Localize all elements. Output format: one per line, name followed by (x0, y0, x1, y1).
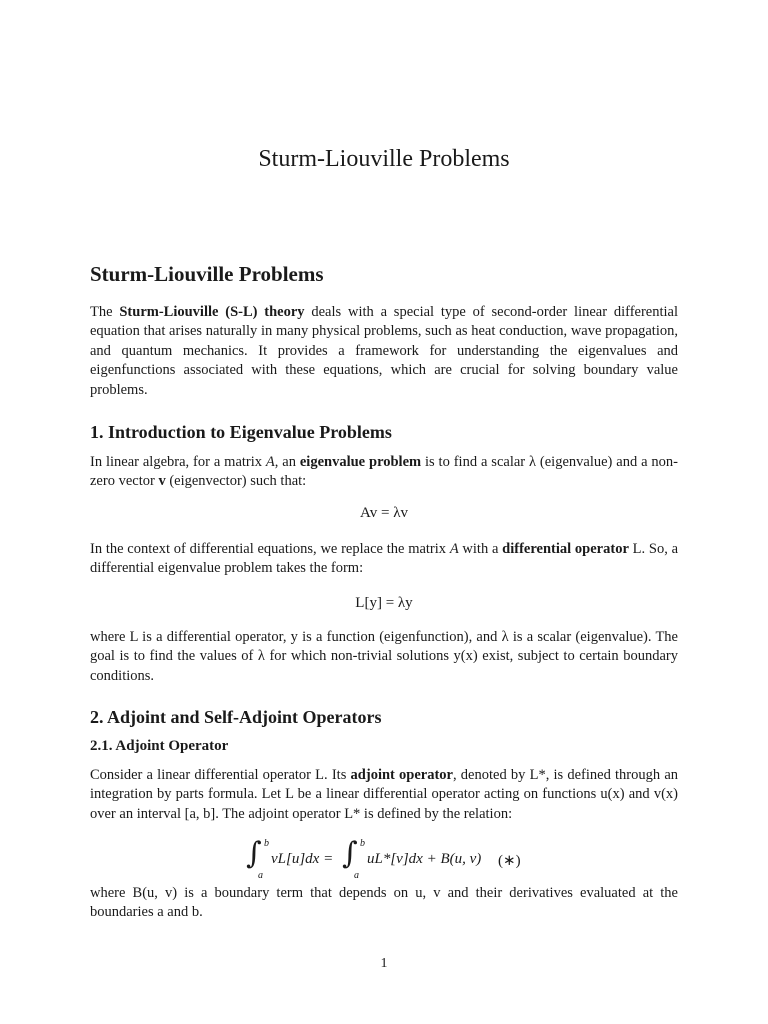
equation-lhs: vL[u]dx = (271, 851, 334, 867)
equation-eigenvalue-matrix: Av = λv (360, 505, 408, 521)
s1p1-text-b: , an (274, 454, 300, 470)
integral-2-lower-limit: a (354, 870, 359, 881)
section-1-paragraph-3: where L is a differential operator, y is a function (eigenfunction), and λ is a scalar (eigenvalue). The goal is to find the values of λ for which non-trivial solutions y(x) exist, subject to certain boundary conditions. (90, 629, 678, 684)
integral-2-upper-limit: b (360, 838, 365, 849)
integral-sign-2: ∫ (342, 836, 358, 871)
equation-adjoint-relation (0, 836, 768, 882)
intro-text-pre: The (90, 304, 120, 320)
s21p1-text-b: , denoted by L*, is defined through an integration by parts formula. Let L be a linear differential operator acting on functions u(x) and v(x) over an interval [a, b]. The adjoint operator L* is defined by the relation: (90, 767, 678, 822)
intro-bold-term: Sturm-Liouville (S-L) theory (119, 304, 305, 320)
s21p1-bold-term: adjoint operator (350, 767, 453, 783)
intro-paragraph (90, 303, 678, 400)
section-1-paragraph-1 (90, 453, 678, 492)
integral-sign-1: ∫ (246, 836, 262, 871)
s1p1-vector-symbol: v (158, 473, 166, 490)
integral-1-lower-limit: a (258, 870, 263, 881)
s1p2-text-a: In the context of differential equations, we replace the matrix (90, 541, 450, 557)
s1p1-matrix-symbol: A (265, 454, 275, 470)
s1p2-text-c: L. So, a differential eigenvalue problem takes the form: (90, 541, 679, 577)
s1p2-matrix-symbol: A (449, 541, 459, 557)
section-2-1-paragraph-1 (90, 766, 678, 824)
page-number: 1 (380, 956, 388, 971)
s1p2-bold-term: differential operator (502, 541, 629, 557)
section-1-heading: 1. Introduction to Eigenvalue Problems (90, 422, 392, 442)
s1p1-text-d: (eigenvector) such that: (165, 473, 307, 490)
equation-tag: (∗) (498, 853, 521, 869)
document-title: Sturm-Liouville Problems (258, 146, 510, 172)
subsection-2-1-heading: 2.1. Adjoint Operator (90, 738, 229, 754)
main-heading: Sturm-Liouville Problems (90, 262, 324, 286)
section-2-heading: 2. Adjoint and Self-Adjoint Operators (90, 707, 382, 727)
equation-differential-eigenvalue: L[y] = λy (355, 595, 413, 611)
integral-1-upper-limit: b (264, 838, 269, 849)
s1p1-bold-term: eigenvalue problem (299, 454, 422, 470)
section-1-paragraph-2 (90, 540, 678, 579)
intro-text-post: deals with a special type of second-order linear differential equation that arises naturally in many physical problems, such as heat conduction, wave propagation, and quantum mechanics. It provides a framework for understanding the eigenvalues and eigenfunctions associated with these equations, which are crucial for solving boundary value problems. (90, 304, 678, 398)
s1p1-text-a: In linear algebra, for a matrix (90, 454, 266, 470)
s1p1-text-c: is to find a scalar λ (eigenvalue) and a non-zero vector (90, 454, 678, 490)
s21p1-text-a: Consider a linear differential operator L. Its (90, 767, 351, 783)
section-2-1-paragraph-2: where B(u, v) is a boundary term that depends on u, v and their derivatives evaluated at the boundaries a and b. (90, 885, 678, 921)
s1p2-text-b: with a (458, 541, 503, 557)
equation-rhs: uL*[v]dx + B(u, v) (367, 851, 482, 867)
